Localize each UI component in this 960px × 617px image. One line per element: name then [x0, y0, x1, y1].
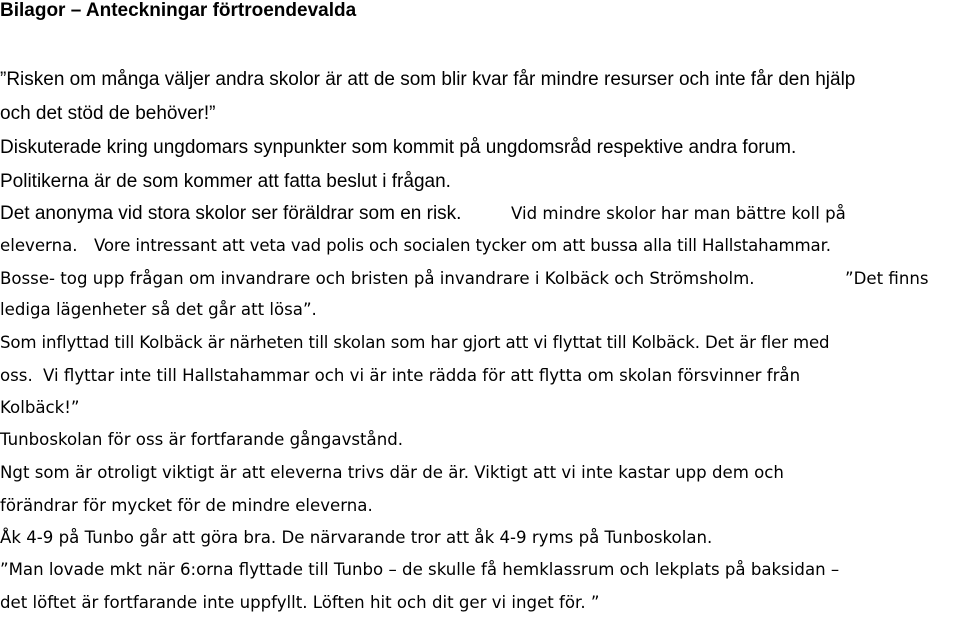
text-line-police-social: Vore intressant att veta vad polis och socialen tycker om att bussa alla till Hallstahammar.: [94, 236, 831, 255]
text-line-promise-unfulfilled: det löftet är fortfarande inte uppfyllt. Löften hit och dit ger vi inget för. ”: [0, 593, 600, 612]
text-line-pupils-thrive: Ngt som är otroligt viktigt är att eleverna trivs där de är. Viktigt att vi inte kastar upp dem och: [0, 463, 784, 482]
text-line-politicians: Politikerna är de som kommer att fatta beslut i frågan.: [0, 171, 451, 192]
document-title: Bilagor – Anteckningar förtroendevalda: [0, 0, 357, 21]
text-line-bosse: Bosse- tog upp frågan om invandrare och bristen på invandrare i Kolbäck och Strömsholm.: [0, 269, 755, 288]
text-line-discussion: Diskuterade kring ungdomars synpunkter som kommit på ungdomsråd respektive andra forum.: [0, 137, 797, 158]
text-line-us: oss.: [0, 366, 33, 385]
text-line-younger-pupils: förändrar för mycket för de mindre eleverna.: [0, 496, 373, 515]
text-line-grade-4-9: Åk 4-9 på Tunbo går att göra bra. De närvarande tror att åk 4-9 ryms på Tunboskolan.: [0, 528, 713, 547]
text-line-moved-in: Som inflyttad till Kolbäck är närheten till skolan som har gjort att vi flyttat till Kolbäck. Det är fler med: [0, 333, 830, 352]
quote-line-1: ”Risken om många väljer andra skolor är att de som blir kvar får mindre resurser och inte får den hjälp: [0, 69, 856, 90]
text-line-promise: ”Man lovade mkt när 6:orna flyttade till Tunbo – de skulle få hemklassrum och lekplats på baksidan –: [0, 560, 840, 579]
text-line-quote-start: ”Det finns: [845, 269, 929, 288]
text-line-walking-distance: Tunboskolan för oss är fortfarande gångavstånd.: [0, 430, 404, 449]
text-line-pupils: eleverna.: [0, 236, 78, 255]
quote-line-2: och det stöd de behöver!”: [0, 103, 216, 124]
text-line-apartments: lediga lägenheter så det går att lösa”.: [0, 300, 317, 319]
text-line-smaller-schools: Vid mindre skolor har man bättre koll på: [511, 204, 846, 223]
text-line-kolback: Kolbäck!”: [0, 398, 80, 417]
text-line-not-moving: Vi flyttar inte till Hallstahammar och vi är inte rädda för att flytta om skolan försvinner från: [43, 366, 801, 385]
text-line-anonymous: Det anonyma vid stora skolor ser föräldrar som en risk.: [0, 203, 462, 224]
